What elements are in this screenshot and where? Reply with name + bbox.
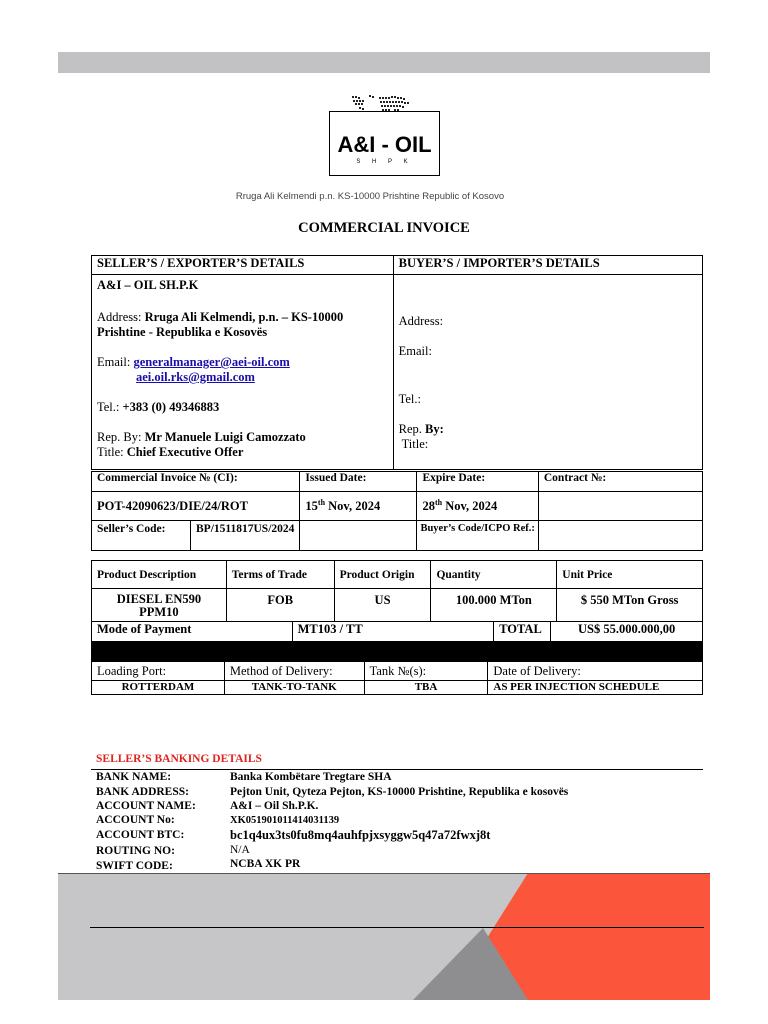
seller-details — [92, 275, 394, 470]
product-quantity: 100.000 MTon — [431, 589, 557, 622]
buyer-heading: BUYER’S / IMPORTER’S DETAILS — [393, 256, 702, 275]
seller-email-link-1[interactable]: generalmanager@aei-oil.com — [133, 355, 290, 369]
product-description: DIESEL EN590 PPM10 — [92, 589, 227, 622]
mode-of-payment-label: Mode of Payment — [92, 622, 293, 642]
method-of-delivery: TANK-TO-TANK — [224, 681, 364, 695]
expire-date: 28th Nov, 2024 — [417, 492, 538, 521]
total-value: US$ 55.000.000,00 — [551, 622, 703, 642]
issued-label: Issued Date: — [300, 472, 417, 492]
seller-heading: SELLER’S / EXPORTER’S DETAILS — [92, 256, 394, 275]
header-loading-port: Loading Port: — [92, 662, 225, 681]
buyer-address-label: Address: — [398, 314, 444, 328]
seller-code-label: Seller’s Code: — [92, 521, 191, 550]
company-address-line: Rruga Ali Kelmendi p.n. KS-10000 Prishtine Republic of Kosovo — [235, 191, 505, 202]
product-unit-price: $ 550 MTon Gross — [557, 589, 703, 622]
seller-code-value: BP/1511817US/2024 — [196, 523, 295, 535]
bank-address-value: Pejton Unit, Qyteza Pejton, KS-10000 Prishtine, Republika e kosovës — [230, 786, 569, 798]
seller-title: Chief Executive Offer — [126, 445, 244, 459]
swift-code-value: NCBA XK PR — [230, 858, 301, 870]
routing-no-label: ROUTING NO: — [96, 845, 175, 857]
bank-name-label: BANK NAME: — [96, 771, 172, 783]
seller-tel-label: Tel.: — [97, 400, 123, 414]
header-tank: Tank №(s): — [364, 662, 488, 681]
delivery-table — [91, 661, 703, 695]
product-table — [91, 560, 703, 622]
loading-port: ROTTERDAM — [92, 681, 225, 695]
buyer-details — [393, 275, 702, 470]
expire-label: Expire Date: — [417, 472, 538, 492]
tank-number: TBA — [364, 681, 488, 695]
buyer-email-label: Email: — [398, 344, 432, 358]
seller-title-label: Title: — [97, 445, 127, 459]
company-logo — [329, 111, 440, 176]
header-product-description: Product Description — [92, 561, 227, 589]
seller-rep-label: Rep. By: — [97, 430, 145, 444]
banking-divider — [91, 769, 703, 770]
seller-code-cell — [92, 521, 300, 551]
seller-address: Rruga Ali Kelmendi, p.n. – KS-10000 — [144, 310, 344, 324]
buyer-title-label: Title: — [401, 437, 429, 451]
header-method-of-delivery: Method of Delivery: — [224, 662, 364, 681]
header-unit-price: Unit Price — [557, 561, 703, 589]
issued-date: 15th Nov, 2024 — [300, 492, 417, 521]
document-title: COMMERCIAL INVOICE — [298, 220, 470, 236]
buyer-code-label: Buyer’s Code/ICPO Ref.: — [417, 521, 538, 551]
header-terms-of-trade: Terms of Trade — [226, 561, 334, 589]
header-product-origin: Product Origin — [334, 561, 431, 589]
seller-email-label: Email: — [97, 355, 134, 369]
account-btc-label: ACCOUNT BTC: — [96, 829, 185, 841]
payment-table — [91, 621, 703, 642]
seller-company: A&I – OIL SH.P.K — [97, 278, 199, 292]
product-origin: US — [334, 589, 431, 622]
divider-black-bar — [91, 641, 703, 661]
account-no-label: ACCOUNT No: — [96, 814, 175, 826]
date-of-delivery: AS PER INJECTION SCHEDULE — [488, 681, 703, 695]
account-name-label: ACCOUNT NAME: — [96, 800, 196, 812]
bank-name-value: Banka Kombëtare Tregtare SHA — [230, 771, 392, 783]
mode-of-payment-value: MT103 / TT — [292, 622, 494, 642]
account-name-value: A&I – Oil Sh.P.K. — [230, 800, 319, 812]
banking-heading: SELLER’S BANKING DETAILS — [96, 753, 262, 765]
buyer-tel-label: Tel.: — [398, 392, 421, 406]
buyer-rep-label: Rep. — [398, 422, 425, 436]
seller-address-2: Prishtine - Republika e Kosovës — [97, 325, 268, 339]
header-quantity: Quantity — [431, 561, 557, 589]
bank-address-label: BANK ADDRESS: — [96, 786, 189, 798]
seller-tel: +383 (0) 49346883 — [122, 400, 220, 414]
seller-email-link-2[interactable]: aei.oil.rks@gmail.com — [136, 370, 255, 384]
routing-no-value: N/A — [230, 844, 250, 856]
invoice-info-table — [91, 471, 703, 551]
account-no-value: XK051901011414031139 — [230, 815, 340, 826]
seller-rep: Mr Manuele Luigi Camozzato — [144, 430, 306, 444]
ci-value: POT-42090623/DIE/24/ROT — [92, 492, 300, 521]
footer-decoration — [58, 873, 710, 1000]
contract-label: Contract №: — [538, 472, 702, 492]
footer-top-line — [58, 873, 710, 874]
seller-address-label: Address: — [97, 310, 145, 324]
top-decorative-bar — [58, 52, 710, 73]
product-terms: FOB — [226, 589, 334, 622]
swift-code-label: SWIFT CODE: — [96, 860, 173, 872]
ci-label: Commercial Invoice № (CI): — [92, 472, 300, 492]
logo-subtext: S H P K — [356, 159, 413, 165]
total-label: TOTAL — [494, 622, 551, 642]
account-btc-value: bc1q4ux3ts0fu8mq4auhfpjxsyggw5q47a72fwxj8t — [230, 828, 491, 842]
buyer-rep-by: By: — [425, 422, 444, 436]
logo-text: A&I - OIL — [337, 132, 432, 157]
contract-value — [538, 492, 702, 521]
buyer-code-value — [538, 521, 702, 551]
footer-line — [90, 927, 704, 928]
header-date-of-delivery: Date of Delivery: — [488, 662, 703, 681]
party-details-table — [91, 255, 703, 470]
